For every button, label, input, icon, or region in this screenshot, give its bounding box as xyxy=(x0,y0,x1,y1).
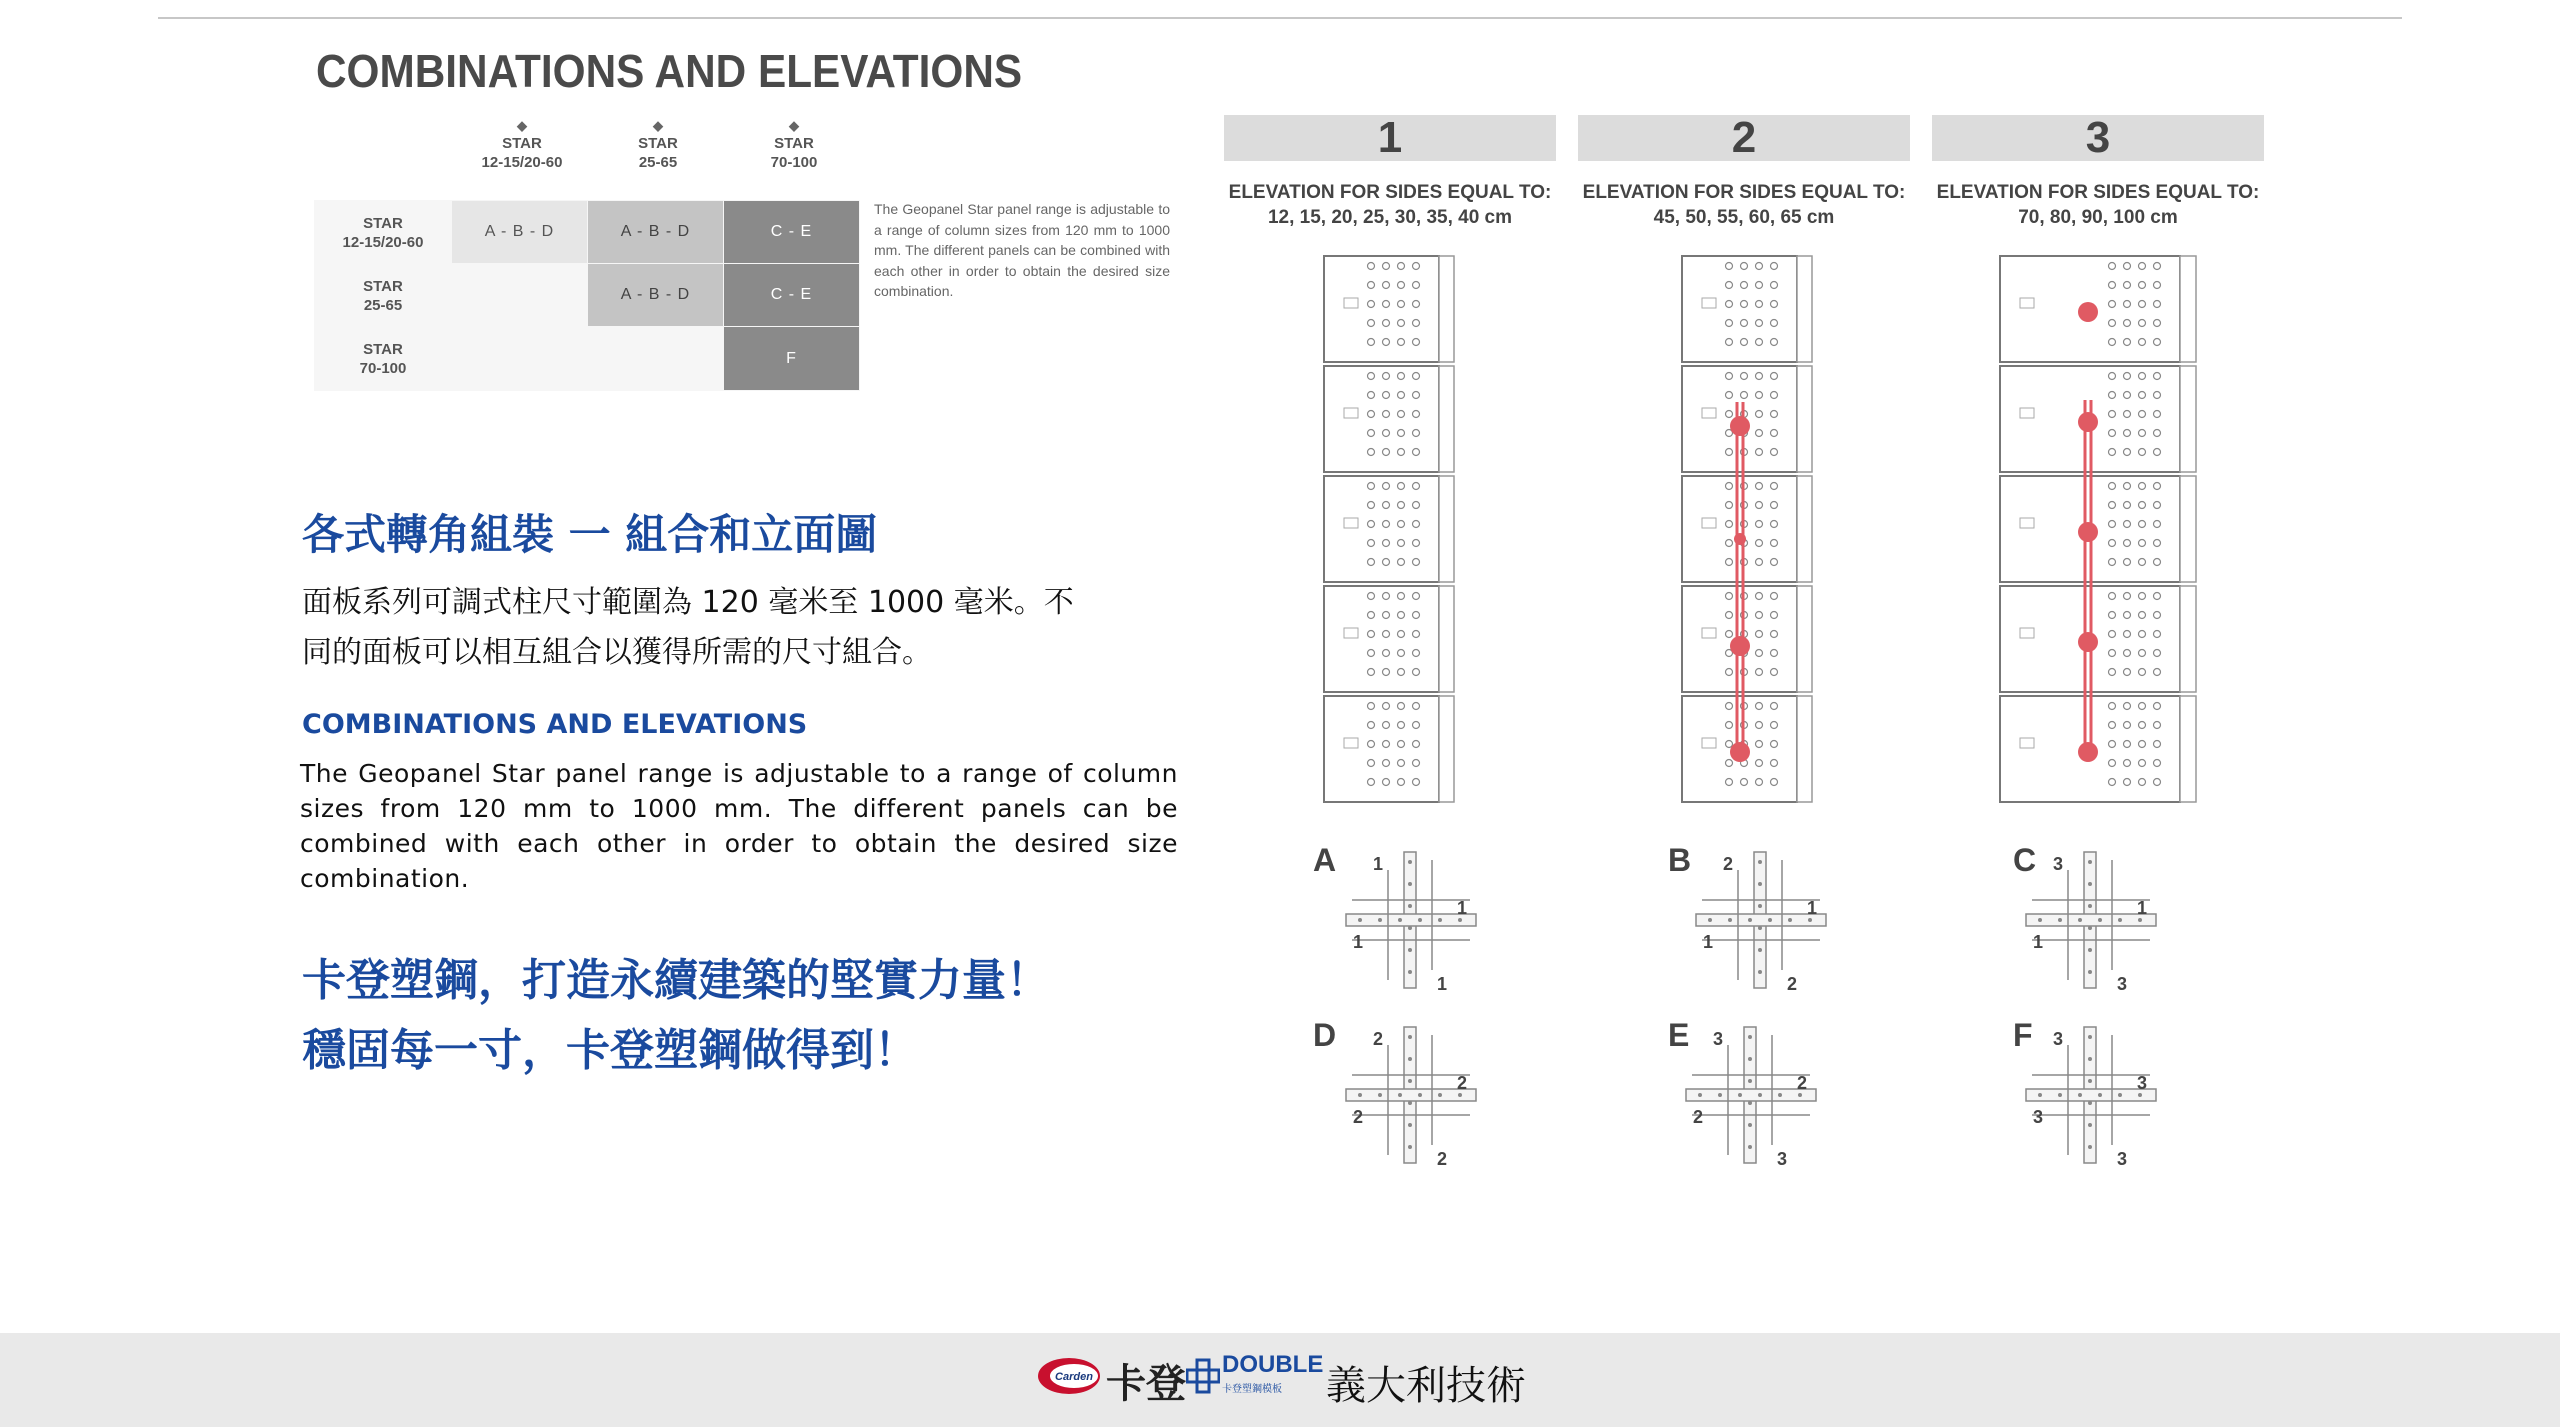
size-label-top: 2 xyxy=(1722,854,1734,874)
elevation-label-2: ELEVATION FOR SIDES EQUAL TO: 45, 50, 55, 60, 65 cm xyxy=(1582,182,1906,228)
bolt-hole xyxy=(1408,882,1412,886)
cross-diagram-c xyxy=(2010,840,2210,1000)
connector-node xyxy=(2078,632,2098,652)
bolt-hole xyxy=(1758,926,1762,930)
bolt-hole xyxy=(1738,1093,1742,1097)
combination-letter-e: E xyxy=(1668,1017,1690,1053)
panel xyxy=(1324,696,1439,802)
bolt-hole xyxy=(1408,1057,1412,1061)
size-label-top: 3 xyxy=(1712,1029,1724,1049)
size-label-right: 2 xyxy=(1456,1073,1468,1093)
size-label-right: 3 xyxy=(2136,1073,2148,1093)
bolt-hole xyxy=(1408,970,1412,974)
bolt-hole xyxy=(2088,1057,2092,1061)
bolt-hole xyxy=(1408,1145,1412,1149)
bolt-hole xyxy=(1408,1035,1412,1039)
panel-edge xyxy=(1439,476,1454,582)
bolt-hole xyxy=(2038,1093,2042,1097)
size-label-left: 1 xyxy=(2032,932,2044,952)
combination-letter-b: B xyxy=(1668,842,1692,878)
bolt-hole xyxy=(1758,1093,1762,1097)
size-label-bottom: 3 xyxy=(2116,974,2128,994)
connector-node xyxy=(1730,636,1750,656)
bolt-hole xyxy=(1698,1093,1702,1097)
bolt-hole xyxy=(2118,918,2122,922)
bolt-hole xyxy=(1358,918,1362,922)
elevation-number-3: 3 xyxy=(1932,115,2264,161)
panel-edge xyxy=(1439,696,1454,802)
bolt-hole xyxy=(1758,860,1762,864)
table-cell: A - B - D xyxy=(452,201,587,263)
bolt-hole xyxy=(1748,1057,1752,1061)
cross-diagram-a xyxy=(1330,840,1500,1000)
svg-text:Carden: Carden xyxy=(1055,1371,1093,1383)
bolt-hole xyxy=(1458,1093,1462,1097)
elevation-number-2: 2 xyxy=(1578,115,1910,161)
bolt-hole xyxy=(2078,1093,2082,1097)
table-cell: A - B - D xyxy=(588,264,723,326)
panel-edge xyxy=(1439,256,1454,362)
bolt-hole xyxy=(1438,918,1442,922)
table-cell: C - E xyxy=(724,201,859,263)
panel-edge xyxy=(2180,586,2196,692)
double-logo-icon xyxy=(1186,1356,1220,1396)
size-label-bottom: 2 xyxy=(1786,974,1798,994)
size-label-right: 1 xyxy=(2136,898,2148,918)
panel-edge xyxy=(1797,366,1812,472)
bolt-hole xyxy=(2088,1145,2092,1149)
elevation-diagram-1 xyxy=(1320,250,1460,810)
bolt-hole xyxy=(1808,918,1812,922)
size-label-right: 2 xyxy=(1796,1073,1808,1093)
panel xyxy=(1324,476,1439,582)
bolt-hole xyxy=(1408,948,1412,952)
elevation-label-3: ELEVATION FOR SIDES EQUAL TO: 70, 80, 90, 100 cm xyxy=(1936,182,2260,228)
size-label-top: 2 xyxy=(1372,1029,1384,1049)
english-paragraph: The Geopanel Star panel range is adjustable to a range of column sizes from 120 mm to 1000 mm. The different panels can be combined with each other in order to obtain the desired size combination. xyxy=(300,759,1178,893)
bolt-hole xyxy=(2088,948,2092,952)
size-label-left: 2 xyxy=(1352,1107,1364,1127)
panel xyxy=(1324,586,1439,692)
bolt-hole xyxy=(2058,918,2062,922)
connector-node xyxy=(1730,416,1750,436)
bolt-hole xyxy=(2088,926,2092,930)
bolt-hole xyxy=(1758,904,1762,908)
column-header-3: ◆ STAR 70-100 xyxy=(770,118,818,171)
bolt-hole xyxy=(1398,1093,1402,1097)
cross-diagram-b xyxy=(1680,840,1850,1000)
connector-node xyxy=(2078,742,2098,762)
elevation-diagram-3 xyxy=(1996,250,2206,810)
bolt-hole xyxy=(1438,1093,1442,1097)
slogan-line-1: 卡登塑鋼，打造永續建築的堅實力量！ xyxy=(302,955,1050,1006)
bolt-hole xyxy=(2088,970,2092,974)
bolt-hole xyxy=(2078,918,2082,922)
elevation-number-1: 1 xyxy=(1224,115,1556,161)
cross-diagram-d xyxy=(1330,1015,1500,1175)
connector-node xyxy=(2078,412,2098,432)
bolt-hole xyxy=(2098,918,2102,922)
bolt-hole xyxy=(1378,1093,1382,1097)
size-label-left: 1 xyxy=(1352,932,1364,952)
row-header-2: STAR 25-65 xyxy=(363,278,403,314)
bolt-hole xyxy=(2088,1123,2092,1127)
bolt-hole xyxy=(1798,1093,1802,1097)
size-label-top: 3 xyxy=(2052,854,2064,874)
carden-logo xyxy=(1036,1355,1102,1397)
size-label-bottom: 3 xyxy=(1776,1149,1788,1169)
panel-edge xyxy=(2180,256,2196,362)
bolt-hole xyxy=(1748,1079,1752,1083)
panel-edge xyxy=(1797,476,1812,582)
bolt-hole xyxy=(1768,918,1772,922)
combination-letter-c: C xyxy=(2013,842,2037,878)
combination-letter-a: A xyxy=(1313,842,1337,878)
row-header-1: STAR 12-15/20-60 xyxy=(342,215,424,251)
slogan-line-2: 穩固每一寸，卡登塑鋼做得到！ xyxy=(302,1025,918,1076)
bolt-hole xyxy=(1418,918,1422,922)
panel-edge xyxy=(1439,366,1454,472)
panel xyxy=(1324,366,1439,472)
bolt-hole xyxy=(2038,918,2042,922)
bolt-hole xyxy=(2088,882,2092,886)
bolt-hole xyxy=(1778,1093,1782,1097)
bolt-hole xyxy=(1458,918,1462,922)
bolt-hole xyxy=(2088,1079,2092,1083)
footer-italian-tech: 義大利技術 xyxy=(1326,1363,1526,1409)
bolt-hole xyxy=(1408,1101,1412,1105)
bolt-hole xyxy=(2138,918,2142,922)
connector-node xyxy=(2078,302,2098,322)
size-label-bottom: 1 xyxy=(1436,974,1448,994)
bolt-hole xyxy=(1718,1093,1722,1097)
table-cell: A - B - D xyxy=(588,201,723,263)
panel-edge xyxy=(1797,696,1812,802)
bolt-hole xyxy=(1788,918,1792,922)
panel xyxy=(1682,256,1797,362)
bolt-hole xyxy=(1418,1093,1422,1097)
bolt-hole xyxy=(1358,1093,1362,1097)
bolt-hole xyxy=(1748,918,1752,922)
bolt-hole xyxy=(1758,882,1762,886)
bolt-hole xyxy=(1748,1035,1752,1039)
english-heading: COMBINATIONS AND ELEVATIONS xyxy=(302,709,808,740)
bolt-hole xyxy=(2088,904,2092,908)
size-label-left: 3 xyxy=(2032,1107,2044,1127)
combination-letter-d: D xyxy=(1313,1017,1337,1053)
column-header-2: ◆ STAR 25-65 xyxy=(638,118,678,171)
double-logo-subtext: 卡登塑鋼模板 xyxy=(1222,1384,1282,1395)
bolt-hole xyxy=(2118,1093,2122,1097)
size-label-left: 1 xyxy=(1702,932,1714,952)
bolt-hole xyxy=(1408,904,1412,908)
connector-node xyxy=(2078,522,2098,542)
bolt-hole xyxy=(1728,918,1732,922)
size-label-top: 1 xyxy=(1372,854,1384,874)
column-header-1: ◆ STAR 12-15/20-60 xyxy=(481,118,563,171)
panel-edge xyxy=(1439,586,1454,692)
bolt-hole xyxy=(2088,1035,2092,1039)
size-label-top: 3 xyxy=(2052,1029,2064,1049)
panel-edge xyxy=(2180,696,2196,802)
chinese-title: 各式轉角組裝 一 組合和立面圖 xyxy=(302,510,878,559)
table-cell: F xyxy=(724,327,859,390)
bolt-hole xyxy=(2088,860,2092,864)
elevation-label-1: ELEVATION FOR SIDES EQUAL TO: 12, 15, 20, 25, 30, 35, 40 cm xyxy=(1228,182,1552,228)
bolt-hole xyxy=(1748,1145,1752,1149)
combination-letter-f: F xyxy=(2013,1017,2033,1053)
table-cell: C - E xyxy=(724,264,859,326)
panel-edge xyxy=(2180,476,2196,582)
cross-diagram-f xyxy=(2010,1015,2210,1175)
bolt-hole xyxy=(1708,918,1712,922)
panel xyxy=(1324,256,1439,362)
row-header-3: STAR 70-100 xyxy=(359,341,407,377)
panel-edge xyxy=(1797,586,1812,692)
cross-diagram-e xyxy=(1670,1015,1840,1175)
bolt-hole xyxy=(2098,1093,2102,1097)
size-label-bottom: 2 xyxy=(1436,1149,1448,1169)
bolt-hole xyxy=(1408,926,1412,930)
panel-edge xyxy=(2180,366,2196,472)
bolt-hole xyxy=(1758,948,1762,952)
footer-brand-name: 卡登 xyxy=(1106,1360,1186,1407)
bolt-hole xyxy=(2058,1093,2062,1097)
size-label-bottom: 3 xyxy=(2116,1149,2128,1169)
connector-node xyxy=(1730,742,1750,762)
bolt-hole xyxy=(2138,1093,2142,1097)
bolt-hole xyxy=(1378,918,1382,922)
size-label-left: 2 xyxy=(1692,1107,1704,1127)
connector-node xyxy=(1734,533,1746,545)
bolt-hole xyxy=(1408,1079,1412,1083)
top-divider xyxy=(158,17,2402,19)
bolt-hole xyxy=(1758,970,1762,974)
bolt-hole xyxy=(1408,1123,1412,1127)
bolt-hole xyxy=(1748,1123,1752,1127)
bolt-hole xyxy=(1408,860,1412,864)
bolt-hole xyxy=(2088,1101,2092,1105)
size-label-right: 1 xyxy=(1806,898,1818,918)
size-label-right: 1 xyxy=(1456,898,1468,918)
chinese-paragraph: 面板系列可調式柱尺寸範圍為 120 毫米至 1000 毫米。不 同的面板可以相互組合以獲得所需的尺寸組合。 xyxy=(302,585,1074,670)
double-logo-text: DOUBLE xyxy=(1222,1351,1324,1378)
combo-table-title: COMBINATIONS AND ELEVATIONS xyxy=(316,45,1023,97)
elevation-diagram-2 xyxy=(1678,250,1818,810)
panel xyxy=(1682,476,1797,582)
panel-edge xyxy=(1797,256,1812,362)
combo-table-note: The Geopanel Star panel range is adjustable to a range of column sizes from 120 mm to 1000 mm. The different panels can be combined with each other in order to obtain the desired size combination. xyxy=(874,201,1170,299)
bolt-hole xyxy=(1398,918,1402,922)
bolt-hole xyxy=(1748,1101,1752,1105)
